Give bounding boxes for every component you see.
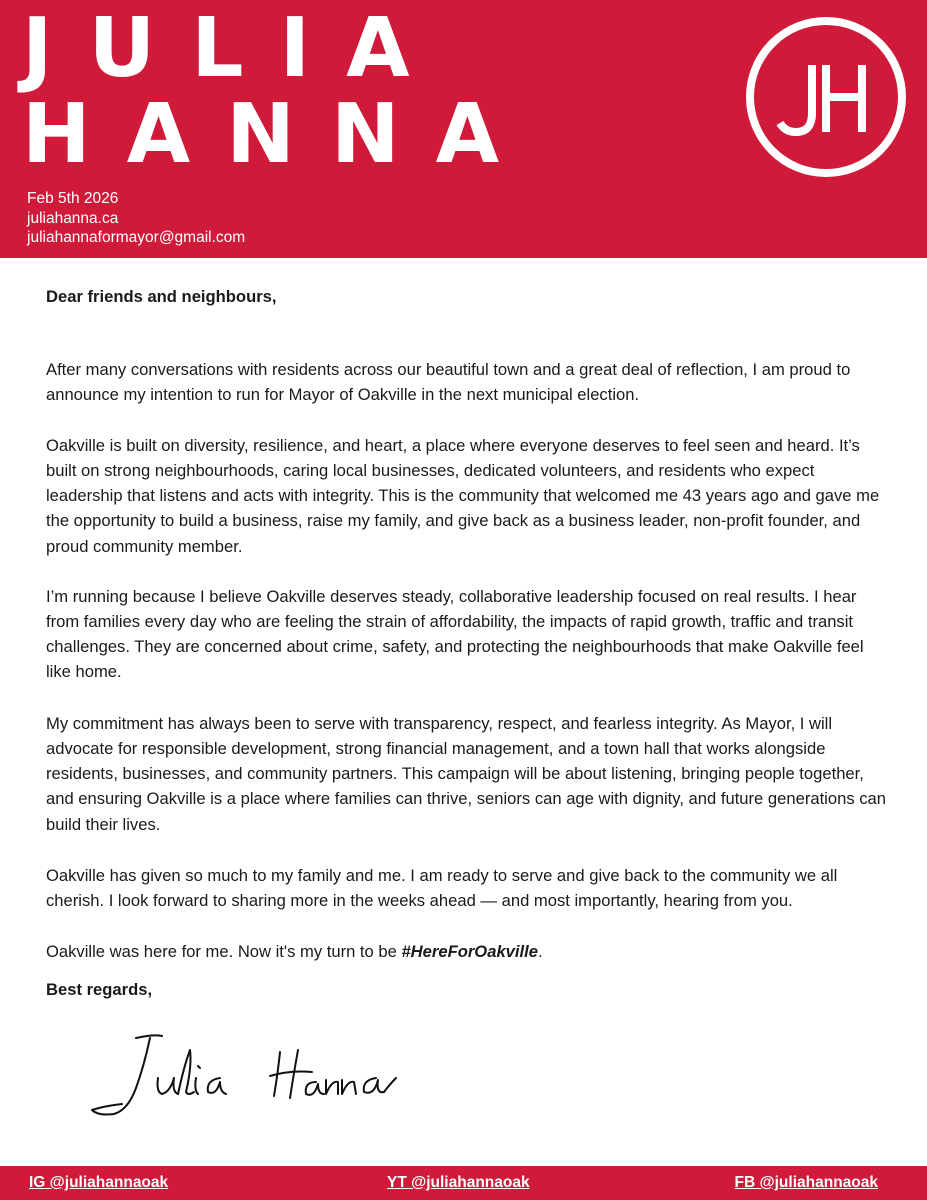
letter-salutation: Dear friends and neighbours,: [46, 287, 277, 306]
candidate-first-name: JULIA: [22, 1, 446, 96]
candidate-last-name: HANNA: [22, 87, 536, 182]
final-line-text: Oakville was here for me. Now it's my turn to be: [46, 941, 402, 961]
instagram-link[interactable]: IG @juliahannaoak: [29, 1174, 169, 1191]
website-link[interactable]: juliahanna.ca: [27, 209, 119, 227]
letter-paragraph-3: I’m running because I believe Oakville deserves steady, collaborative leadership focused on real results. I hear from families every day who are feeling the strain of affordability, the impacts of rapid growth, traffic and transit challenges. They are concerned about crime, safety, and protecting the neighbourhoods that make Oakville feel like home.: [46, 586, 864, 682]
letterhead-header: [0, 0, 927, 258]
letter-paragraph-1: After many conversations with residents across our beautiful town and a great deal of reflection, I am proud to announce my intention to run for Mayor of Oakville in the next municipal election.: [46, 359, 851, 404]
letter-paragraph-5: Oakville has given so much to my family and me. I am ready to serve and give back to the community we all cherish. I look forward to sharing more in the weeks ahead — and most importantly, hearing from you.: [46, 865, 838, 910]
letter-final-line: [46, 939, 886, 964]
letter-date: Feb 5th 2026: [27, 190, 119, 207]
campaign-hashtag: #HereForOakville: [401, 941, 538, 961]
letter-closing: Best regards,: [46, 980, 153, 999]
final-line-end: .: [537, 941, 543, 961]
letter-paragraph-4: My commitment has always been to serve with transparency, respect, and fearless integrity. As Mayor, I will advocate for responsible development, strong financial management, and a town hall that works alongside residents, businesses, and community partners. This campaign will be about listening, bringing people together, and ensuring Oakville is a place where families can thrive, seniors can age with dignity, and future generations can build their lives.: [46, 713, 886, 834]
letter-paragraph-2: Oakville is built on diversity, resilience, and heart, a place where everyone deserves to feel seen and heard. It’s built on strong neighbourhoods, caring local businesses, dedicated volunteers, and residents who expect leadership that listens and acts with integrity. This is the community that welcomed me 43 years ago and gave me the opportunity to build a business, raise my family, and give back as a business leader, non-profit founder, and proud community member.: [46, 435, 880, 556]
social-footer: [0, 1166, 927, 1200]
facebook-link[interactable]: FB @juliahannaoak: [734, 1174, 878, 1191]
jh-monogram-circle-logo: [744, 15, 908, 179]
handwritten-signature: [84, 1026, 424, 1126]
email-link[interactable]: juliahannaformayor@gmail.com: [27, 229, 246, 246]
contact-block: [27, 189, 245, 248]
youtube-link[interactable]: YT @juliahannaoak: [387, 1174, 530, 1191]
